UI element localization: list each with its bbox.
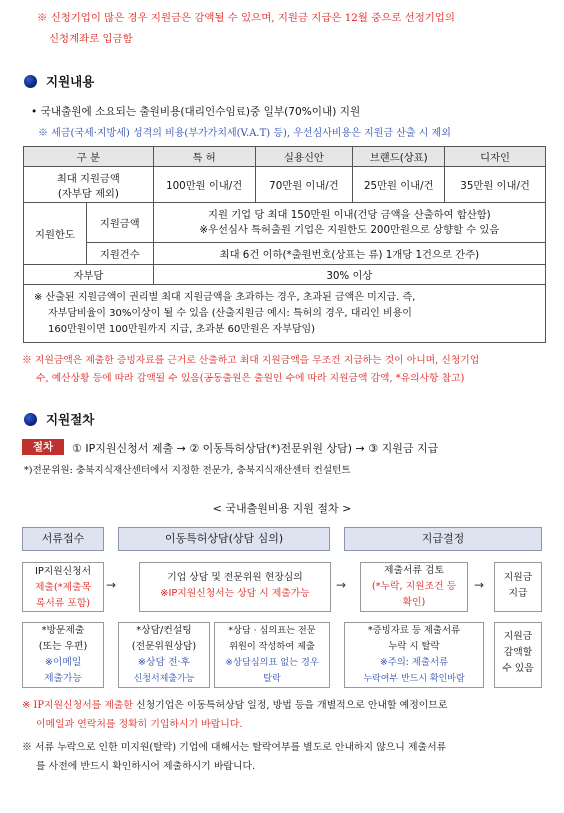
box-line: (또는 우편) (38, 641, 88, 652)
count-cell: 최대 6건 이하(*출원번호(상표는 류) 1개당 1건으로 간주) (153, 243, 545, 265)
limit-label: 지원한도 (24, 203, 87, 265)
self-label: 자부담 (24, 265, 154, 285)
amount-text2: ※우선심사 특허출원 기업은 지원한도 200만원으로 상향할 수 있음 (199, 223, 500, 236)
count-label: 지원건수 (86, 243, 153, 265)
top-note (37, 8, 557, 50)
table-row (24, 285, 546, 343)
bottom-note-1 (22, 696, 556, 715)
arrow-right-icon: → (336, 578, 347, 592)
box-line: 위원이 작성하여 제출 (229, 641, 315, 652)
flow-note-receipt (22, 622, 104, 688)
box-line: 신청서제출가능 (133, 674, 195, 684)
arrow-right-icon: → (106, 578, 117, 592)
box-line: 수 있음 (502, 663, 534, 674)
flow-note-consult (118, 622, 210, 688)
note-red-part: ※ IP지원신청서를 제출한 (22, 700, 133, 711)
support-table (23, 146, 546, 343)
flow-head-receipt: 서류접수 (22, 527, 104, 551)
table-row (24, 243, 546, 265)
box-text: 제출(*제출목 (34, 582, 92, 593)
table-footnote (24, 285, 546, 343)
header-cell: 브랜드(상표) (353, 147, 445, 167)
bottom-notes (22, 696, 556, 776)
bottom-note-1-line2: 이메일과 연락처를 정확히 기입하시기 바랍니다. (36, 719, 243, 730)
support-note: ※ 세금(국세·지방세) 성격의 비용(부가가치세(V.A.T) 등), 우선심사비용은 지원금 산출 시 제외 (38, 128, 451, 139)
amount-label: 지원금액 (86, 203, 153, 243)
box-line: IP지원신청서 (34, 566, 92, 577)
box-line: 감액할 (503, 647, 533, 658)
table-row (24, 265, 546, 285)
foot-line2: 자부담비율이 30%이상이 될 수 있음 (산출지원금 예시: 특허의 경우, 대리인 비용이 (48, 307, 412, 319)
box-line: 지급 (508, 588, 528, 599)
header-cell: 실용신안 (255, 147, 353, 167)
box-line: 록서류 포함) (35, 598, 91, 609)
section-title: 지원내용 (46, 74, 95, 89)
box-line: *상담/컨설팅 (136, 625, 192, 636)
table-row (24, 167, 546, 203)
flow-title: < 국내출원비용 지원 절차 > (212, 502, 352, 515)
flow-box-application (22, 562, 104, 612)
flow-head-consult: 이동특허상담(상담 심의) (118, 527, 330, 551)
flow-box-consult (139, 562, 331, 612)
box-line: ※상담 전·후 (137, 657, 191, 668)
note-black-part: 신청기업은 이동특허상담 일정, 방법 등을 개별적으로 안내할 예정이므로 (132, 700, 448, 711)
box-line: 기업 상담 및 전문위원 현장심의 (167, 572, 303, 583)
amount-text1: 지원 기업 당 최대 150만원 이내(건당 금액을 산출하여 합산함) (208, 208, 491, 221)
procedure-footnote: *)전문위원: 충북지식재산센터에서 지정한 전문가, 충북지식재산센터 컨설턴트 (24, 465, 351, 476)
flow-box-payment (494, 562, 542, 612)
box-line: ※이메일 (44, 657, 82, 668)
box-line: *상담 · 심의표는 전문 (228, 625, 316, 636)
box-line: 지원금 (503, 572, 533, 583)
box-line: *증빙자료 등 제출서류 (367, 625, 461, 636)
arrow-right-icon: → (474, 578, 485, 592)
box-line: (전문위원상담) (131, 641, 197, 652)
box-line: (*누락, 지원조건 등 (371, 581, 457, 592)
circle-bullet-icon (24, 75, 37, 88)
circle-bullet-icon (24, 413, 37, 426)
max-value-cell: 70만원 이내/건 (255, 167, 353, 203)
header-cell: 특 허 (153, 147, 255, 167)
amount-red-note (22, 352, 552, 388)
flow-note-reduction (494, 622, 542, 688)
red-note-line1: ※ 지원금액은 제출한 증빙자료를 근거로 산출하고 최대 지원금액을 무조건 지급하는 것이 아니며, 신청기업 (22, 355, 480, 366)
foot-line3: 160만원이면 100만원까지 지급, 초과분 60만원은 자부담임) (48, 323, 316, 335)
section-title: 지원절차 (46, 412, 95, 427)
foot-line1: ※ 산출된 지원금액이 권리별 최대 지원금액을 초과하는 경우, 초과된 금액은 미지급. 즉, (34, 291, 416, 303)
red-note-line2: 수, 예산상황 등에 따라 감액될 수 있음(공동출원은 출원인 수에 따라 지원금액 감액, *유의사항 참고) (36, 373, 465, 384)
box-line: 누락 시 탈락 (388, 641, 440, 652)
box-line: ※IP지원신청서는 상담 시 제출가능 (160, 588, 310, 599)
self-value: 30% 이상 (153, 265, 545, 285)
max-amount-label (24, 167, 154, 203)
table-header-row (24, 147, 546, 167)
box-line: *방문제출 (41, 625, 85, 636)
box-line: 지원금 (503, 631, 533, 642)
bottom-note-2-line2: 를 사전에 반드시 확인하시어 제출하시기 바랍니다. (36, 761, 256, 772)
top-note-line1: ※ 신청기업이 많은 경우 지원금은 감액될 수 있으며, 지원금 지급은 12월 중으로 선정기업의 (37, 12, 455, 24)
box-line (23, 580, 103, 596)
box-line: 누락여부 반드시 확인바람 (363, 674, 465, 684)
flow-note-review-form (214, 622, 330, 688)
support-bullet: • 국내출원에 소요되는 출원비용(대리인수임료)중 일부(70%이내) 지원 (31, 106, 361, 118)
max-value-cell: 35만원 이내/건 (445, 167, 546, 203)
header-cell: 구 분 (24, 147, 154, 167)
section-support-content (24, 72, 94, 90)
max-label-line2: (자부담 제외) (57, 187, 119, 200)
bottom-note-2: ※ 서류 누락으로 인한 미지원(탈락) 기업에 대해서는 탈락여부를 별도로 안내하지 않으니 제출서류 (22, 742, 447, 753)
box-line: 제출가능 (44, 673, 82, 684)
flow-note-documents (344, 622, 484, 688)
flow-box-review (360, 562, 468, 612)
procedure-steps: ① IP지원신청서 제출 → ② 이동특허상담(*)전문위원 상담) → ③ 지원금 지급 (72, 442, 439, 455)
box-line: 제출서류 검토 (384, 565, 444, 576)
header-cell: 디자인 (445, 147, 546, 167)
max-value-cell: 25만원 이내/건 (353, 167, 445, 203)
top-note-line2: 신청계좌로 입금함 (49, 33, 133, 45)
max-label-line1: 최대 지원금액 (56, 172, 120, 185)
max-value-cell: 100만원 이내/건 (153, 167, 255, 203)
table-row (24, 203, 546, 243)
section-procedure (24, 410, 94, 428)
flow-head-decision: 지급결정 (344, 527, 542, 551)
box-line: 확인) (402, 597, 426, 608)
amount-cell (153, 203, 545, 243)
box-line: ※상담심의표 없는 경우 (225, 657, 319, 668)
box-line: 탈락 (263, 673, 281, 684)
procedure-tag: 절차 (22, 439, 64, 455)
box-line: ※주의: 제출서류 (379, 657, 449, 668)
